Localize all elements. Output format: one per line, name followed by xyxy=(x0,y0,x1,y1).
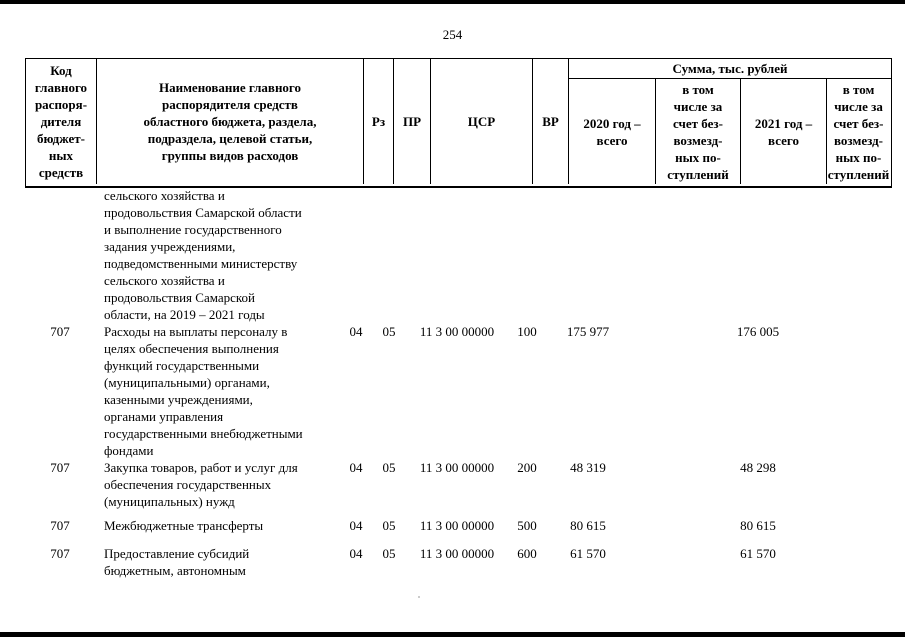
row-2020-total: 48 319 xyxy=(570,460,606,475)
row-pr: 05 xyxy=(382,546,396,561)
row-2021-total: 61 570 xyxy=(740,546,776,561)
continuation-text: сельского хозяйства и продовольствия Самарской области и выполнение государственного задания учреждениями, подведомственными министерству сельского хозяйства и продовольствия Самарской области, на 2019 – 2021 годы xyxy=(104,188,302,322)
row-code: 707 xyxy=(50,546,70,561)
row-csr: 11 3 00 00000 xyxy=(419,324,495,339)
header-rz: Рз xyxy=(364,59,394,184)
row-2020-total: 61 570 xyxy=(570,546,606,561)
header-sum-title: Сумма, тыс. рублей xyxy=(569,59,891,79)
row-rz: 04 xyxy=(349,324,363,339)
row-2021-total: 176 005 xyxy=(736,324,780,339)
row-code: 707 xyxy=(50,324,70,339)
row-csr: 11 3 00 00000 xyxy=(419,546,495,561)
row-csr: 11 3 00 00000 xyxy=(419,460,495,475)
row-rz: 04 xyxy=(349,460,363,475)
row-name: Закупка товаров, работ и услуг для обеспечения государственных (муниципальных) нужд xyxy=(104,460,298,509)
header-2020-free: в том числе за счет без- возмезд- ных по- ступлений xyxy=(656,79,741,184)
header-2020-total: 2020 год – всего xyxy=(569,79,656,184)
row-vr: 100 xyxy=(517,324,537,339)
bottom-rule xyxy=(0,632,905,637)
header-pr: ПР xyxy=(394,59,431,184)
table-header xyxy=(25,58,892,188)
row-name: Межбюджетные трансферты xyxy=(104,518,264,533)
row-2021-total: 48 298 xyxy=(740,460,776,475)
scan-speck xyxy=(418,596,420,598)
row-2020-total: 80 615 xyxy=(570,518,606,533)
header-name: Наименование главного распорядителя средств областного бюджета, раздела, подраздела, целевой статьи, группы видов расходов xyxy=(97,59,364,184)
row-vr: 200 xyxy=(517,460,537,475)
row-code: 707 xyxy=(50,518,70,533)
header-vr: ВР xyxy=(533,59,569,184)
row-vr: 600 xyxy=(517,546,537,561)
row-pr: 05 xyxy=(382,518,396,533)
row-rz: 04 xyxy=(349,518,363,533)
row-pr: 05 xyxy=(382,324,396,339)
header-csr: ЦСР xyxy=(431,59,533,184)
row-code: 707 xyxy=(50,460,70,475)
row-name: Расходы на выплаты персоналу в целях обеспечения выполнения функций государственными (муниципальными) органами, казенными учреждениями, органами управления государственными внебюджетными фондами xyxy=(104,324,303,458)
header-code: Код главного распоря- дителя бюджет- ных средств xyxy=(26,59,97,184)
page-number: 254 xyxy=(442,27,463,42)
row-vr: 500 xyxy=(517,518,537,533)
row-name: Предоставление субсидий бюджетным, автономным xyxy=(104,546,250,578)
top-rule xyxy=(0,0,905,4)
header-2021-total: 2021 год – всего xyxy=(741,79,827,184)
row-csr: 11 3 00 00000 xyxy=(419,518,495,533)
row-pr: 05 xyxy=(382,460,396,475)
row-2020-total: 175 977 xyxy=(566,324,610,339)
row-rz: 04 xyxy=(349,546,363,561)
row-2021-total: 80 615 xyxy=(740,518,776,533)
header-2021-free: в том числе за счет без- возмезд- ных по- ступлений xyxy=(827,81,890,182)
